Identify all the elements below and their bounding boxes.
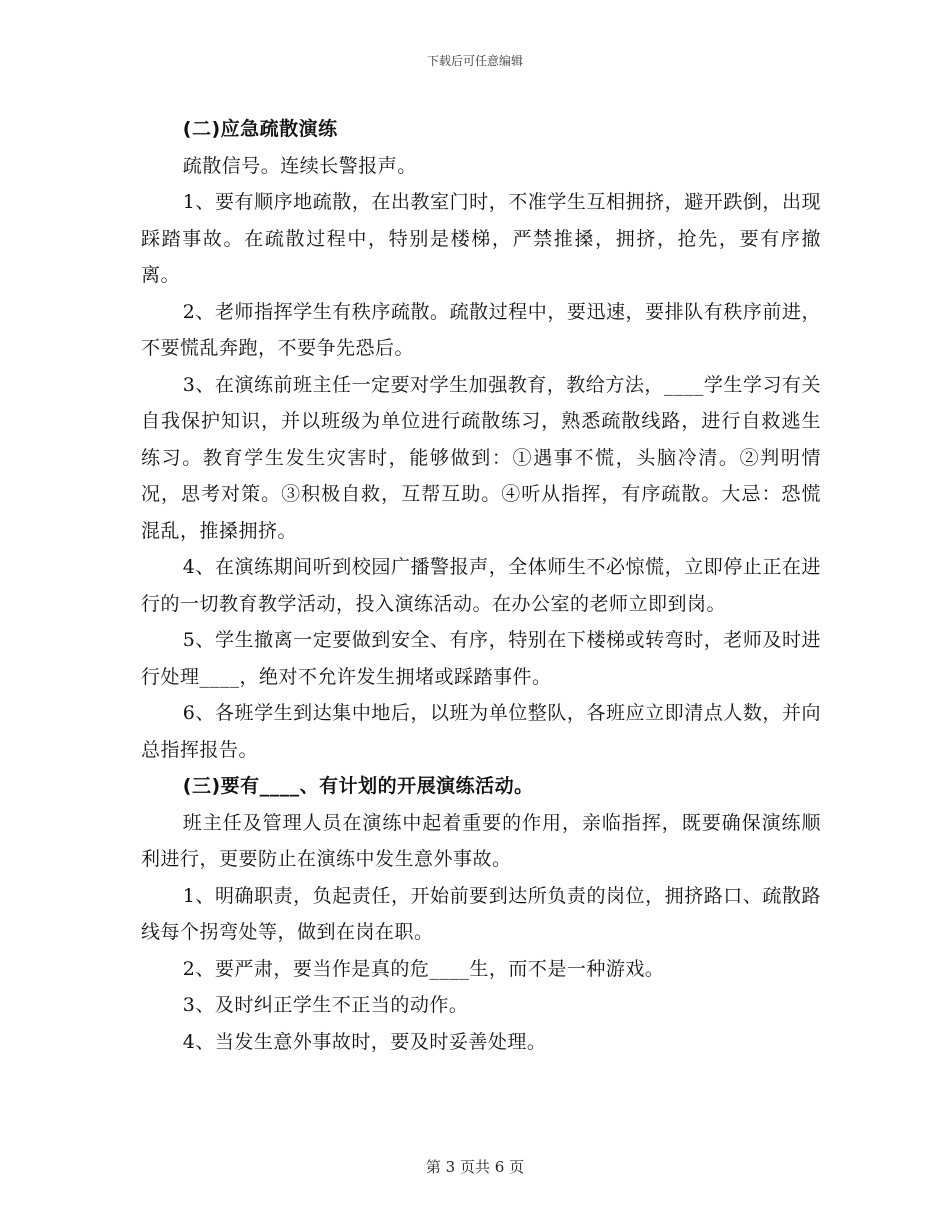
page-header: 下载后可任意编辑 — [426, 54, 523, 68]
paragraph-duty-2: 2、要严肃，要当作是真的危____生，而不是一种游戏。 — [182, 957, 665, 980]
paragraph-evacuation-signal: 疏散信号。连续长警报声。 — [182, 154, 417, 177]
paragraph-duty-3: 3、及时纠正学生不正当的动作。 — [182, 994, 469, 1016]
section-heading-planned-drill: (三)要有____、有计划的开展演练活动。 — [182, 775, 534, 797]
paragraph-item-2: 2、老师指挥学生有秩序疏散。疏散过程中，要迅速，要排队有秩序前进，不要慌乱奔跑，不要争先恐后。 — [141, 300, 821, 359]
paragraph-item-4: 4、在演练期间听到校园广播警报声，全体师生不必惊慌，立即停止正在进行的一切教育教学活动，投入演练活动。在办公室的老师立即到岗。 — [141, 556, 821, 615]
paragraph-item-6: 6、各班学生到达集中地后，以班为单位整队，各班应立即清点人数，并向总指挥报告。 — [141, 702, 821, 761]
page-number: 第 3 页共 6 页 — [425, 1158, 525, 1176]
paragraph-item-1: 1、要有顺序地疏散，在出教室门时，不准学生互相拥挤，避开跌倒，出现踩踏事故。在疏散过程中，特别是楼梯，严禁推搡，拥挤，抢先，要有序撤离。 — [141, 191, 821, 286]
paragraph-item-3: 3、在演练前班主任一定要对学生加强教育，教给方法，____学生学习有关自我保护知识，并以班级为单位进行疏散练习，熟悉疏散线路，进行自救逃生练习。教育学生发生灾害时，能够做到：①遇事不慌，头脑冷清。②判明情况，思考对策。③积极自救，互帮互助。④听从指挥，有序疏散。大忌：恐慌混乱，推搡拥挤。 — [141, 373, 821, 542]
section-heading-evacuation-drill: (二)应急疏散演练 — [182, 118, 338, 140]
paragraph-duty-1: 1、明确职责，负起责任，开始前要到达所负责的岗位，拥挤路口、疏散路线每个拐弯处等，做到在岗在职。 — [141, 884, 821, 943]
paragraph-intro: 班主任及管理人员在演练中起着重要的作用，亲临指挥，既要确保演练顺利进行，更要防止在演练中发生意外事故。 — [141, 811, 821, 870]
paragraph-duty-4: 4、当发生意外事故时，要及时妥善处理。 — [182, 1030, 547, 1053]
document-body — [141, 108, 821, 1060]
paragraph-item-5: 5、学生撤离一定要做到安全、有序，特别在下楼梯或转弯时，老师及时进行处理____，绝对不允许发生拥堵或踩踏事件。 — [141, 629, 821, 688]
